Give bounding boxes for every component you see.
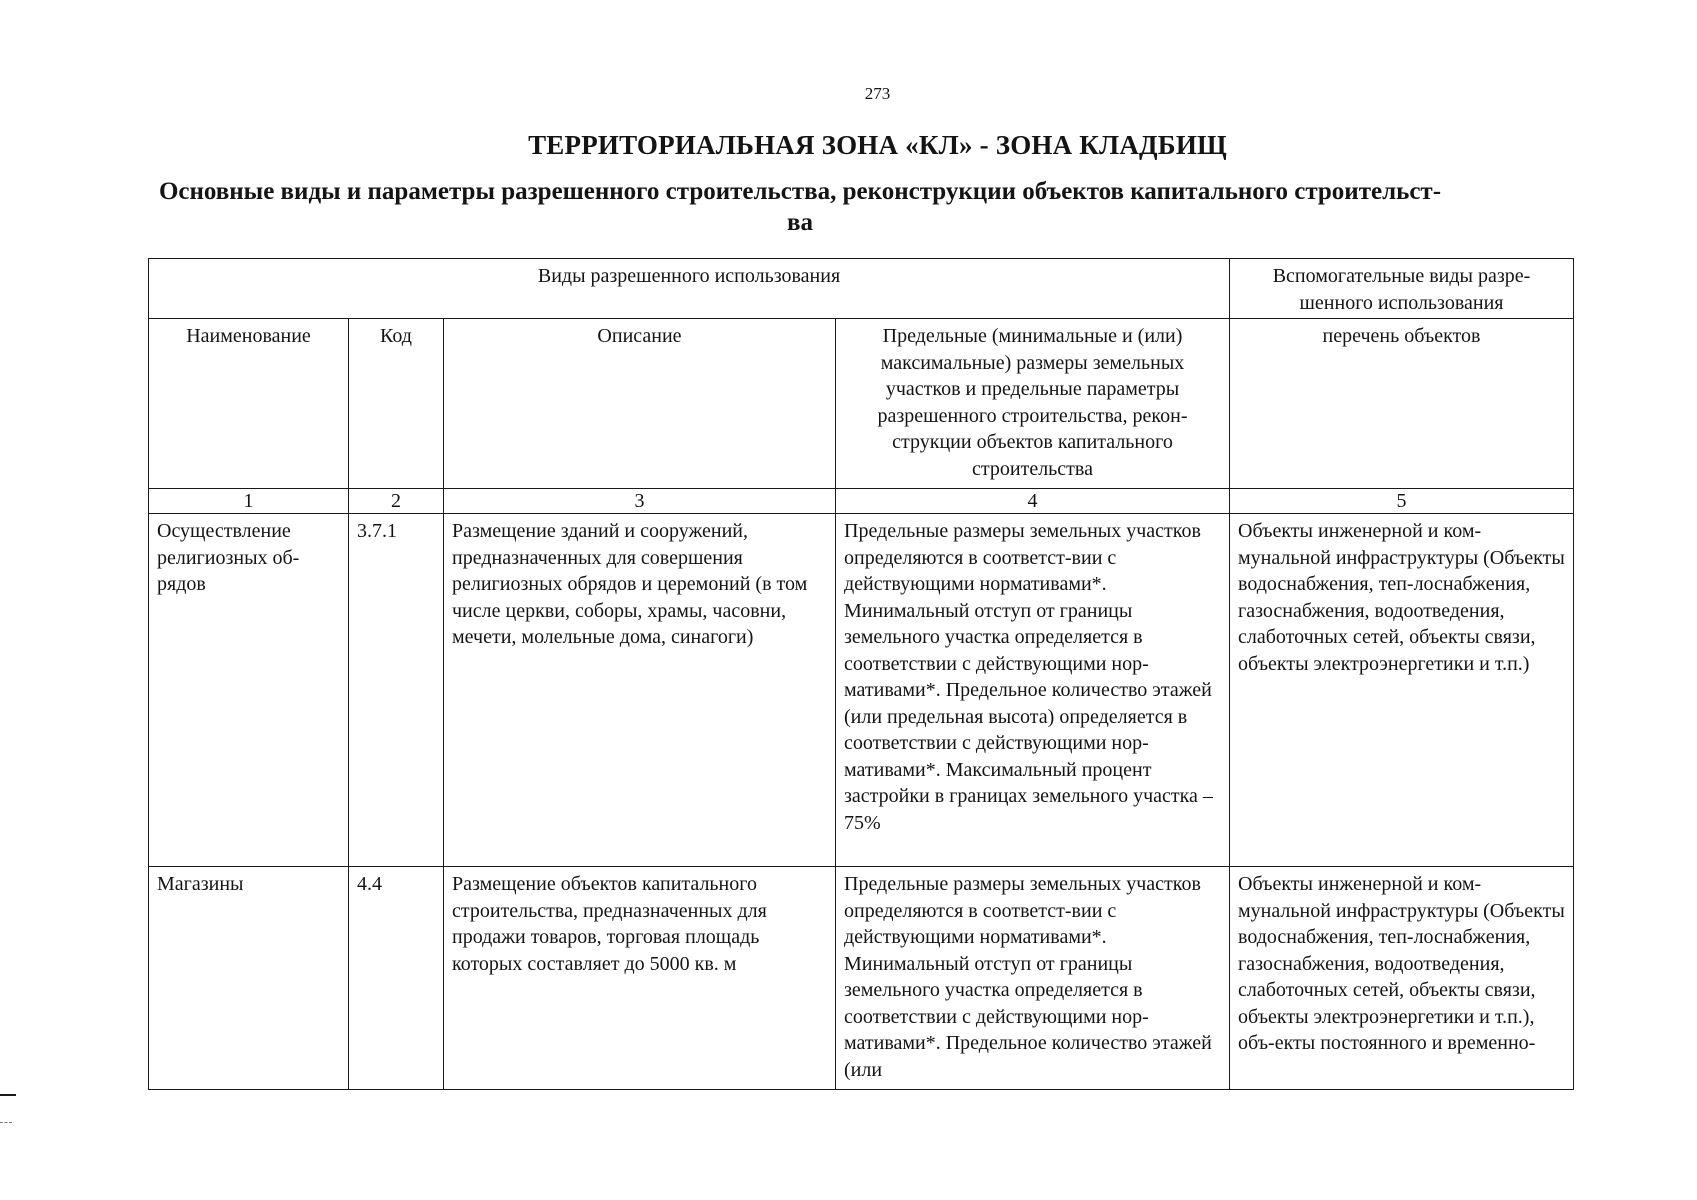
use-objects-cell: Объекты инженерной и ком-мунальной инфраструктуры (Объекты водоснабжения, теп-лоснабжения, газоснабжения, водоотведения, слаботочных сетей, объекты связи, объекты электроэнергетики и т.п.), объ-екты постоянного и временно- (1230, 867, 1574, 1090)
zone-title: ТЕРРИТОРИАЛЬНАЯ ЗОНА «КЛ» - ЗОНА КЛАДБИЩ (528, 130, 1227, 160)
table-column-header-row (149, 319, 1574, 489)
table-row (149, 867, 1574, 1090)
use-code-cell: 3.7.1 (349, 514, 444, 867)
use-limits-cell: Предельные размеры земельных участков определяются в соответст-вии с действующими нормативами*. Минимальный отступ от границы земельного участка определяется в соответствии с действующими нор-мативами*. Предельное количество этажей (или (836, 867, 1230, 1090)
group-header-auxiliary: Вспомогательные виды разре-шенного использования (1230, 259, 1574, 319)
zone-regulations-table (148, 258, 1574, 1090)
table-row (149, 514, 1574, 867)
use-name-cell: Магазины (149, 867, 349, 1090)
binding-mark (0, 1122, 12, 1123)
use-code-cell: 4.4 (349, 867, 444, 1090)
table-group-header-row (149, 259, 1574, 319)
use-limits-cell: Предельные размеры земельных участков определяются в соответст-вии с действующими нормативами*. Минимальный отступ от границы земельного участка определяется в соответствии с действующими нор-мативами*. Предельное количество этажей (или предельная высота) определяется в соответствии с действующими нор-мативами*. Максимальный процент застройки в границах земельного участка – 75% (836, 514, 1230, 867)
column-header-description: Описание (444, 319, 836, 489)
section-title: Основные виды и параметры разрешенного строительства, реконструкции объектов капитального строительст-ва (158, 178, 1442, 236)
use-description-cell: Размещение объектов капитального строительства, предназначенных для продажи товаров, торговая площадь которых составляет до 5000 кв. м (444, 867, 836, 1090)
use-name-cell: Осуществление религиозных об-рядов (149, 514, 349, 867)
use-description-cell: Размещение зданий и сооружений, предназначенных для совершения религиозных обрядов и церемоний (в том числе церкви, соборы, храмы, часовни, мечети, молельные дома, синагоги) (444, 514, 836, 867)
column-number: 4 (836, 489, 1230, 514)
use-objects-cell: Объекты инженерной и ком-мунальной инфраструктуры (Объекты водоснабжения, теп-лоснабжения, газоснабжения, водоотведения, слаботочных сетей, объекты связи, объекты электроэнергетики и т.п.) (1230, 514, 1574, 867)
binding-mark (0, 1094, 16, 1096)
column-number: 2 (349, 489, 444, 514)
column-number: 5 (1230, 489, 1574, 514)
column-number: 3 (444, 489, 836, 514)
column-header-objects: перечень объектов (1230, 319, 1574, 489)
column-number-row (149, 489, 1574, 514)
group-header-main: Виды разрешенного использования (149, 259, 1230, 319)
page-number: 273 (864, 84, 891, 103)
column-header-name: Наименование (149, 319, 349, 489)
column-header-limits: Предельные (минимальные и (или) максимальные) размеры земельных участков и предельные параметры разрешенного строительства, рекон-струкции объектов капитального строительства (836, 319, 1230, 489)
column-header-code: Код (349, 319, 444, 489)
column-number: 1 (149, 489, 349, 514)
